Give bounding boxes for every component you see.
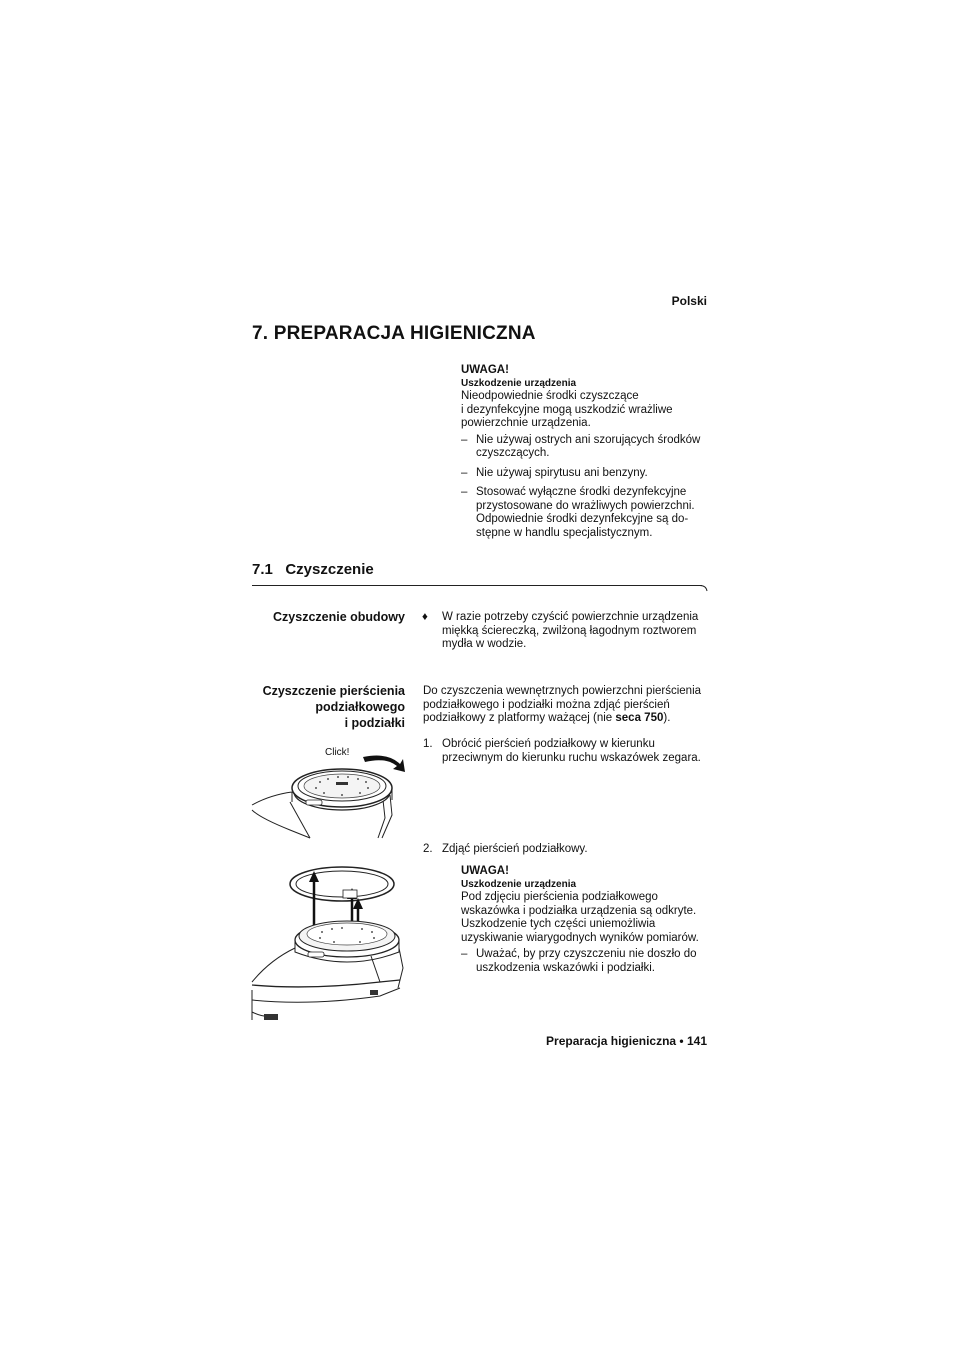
remove-ring-illustration (250, 860, 415, 1025)
rotate-arrow-icon (363, 756, 405, 772)
warning-subtitle: Uszkodzenie urządzenia (461, 879, 577, 890)
warning-text-line: i dezynfekcyjne mogą uszkodzić wrażliwe (461, 403, 673, 416)
language-label: Polski (671, 294, 707, 308)
step-number: 1. (423, 738, 433, 750)
ring-intro-line: podziałkowy z platformy ważącej (nie seca 750). (423, 712, 671, 724)
ring-intro (423, 685, 713, 726)
steps-list-2 (423, 843, 713, 857)
ring-heading (240, 683, 405, 731)
ring-heading-line: Czyszczenie pierścienia (262, 684, 405, 698)
warning-text-line: Pod zdjęciu pierścienia podziałkowego (461, 891, 658, 903)
step-item: 1. Obrócić pierścień podziałkowy w kierunku przeciwnym do kierunku ruchu wskazówek zegara. (423, 738, 701, 764)
warning-box-1 (461, 363, 711, 546)
model-name: seca 750 (615, 712, 664, 724)
warning-subtitle: Uszkodzenie urządzenia (461, 378, 577, 389)
list-item: – Nie używaj ostrych ani szorujących środków czyszczących. (461, 434, 711, 461)
list-item: – Uważać, by przy czyszczeniu nie doszło do uszkodzenia wskazówki i podziałki. (461, 948, 711, 975)
housing-text: W razie potrzeby czyścić powierzchnie urządzenia miękką ściereczką, zwilżoną łagodnym roztworem mydła w wodzie. (442, 611, 699, 650)
divider-corner (700, 585, 710, 595)
list-item: – Nie używaj spirytusu ani benzyny. (461, 467, 711, 481)
warning-title: UWAGA! (461, 865, 509, 877)
ring-heading-line: i podziałki (344, 716, 405, 730)
ring-heading-line: podziałkowego (315, 700, 405, 714)
warning-text-line: Nieodpowiednie środki czyszczące (461, 390, 639, 402)
chapter-title: 7. PREPARACJA HIGIENICZNA (252, 323, 536, 344)
housing-heading: Czyszczenie obudowy (273, 610, 405, 624)
warning-text-line: Uszkodzenie tych części uniemożliwia (461, 918, 656, 930)
section-title: 7.1 Czyszczenie (252, 561, 374, 578)
page-footer: Preparacja higieniczna • 141 (546, 1034, 707, 1048)
ring-intro-line: Do czyszczenia wewnętrznych powierzchni pierścienia (423, 685, 702, 697)
ring-intro-line: podziałkowego i podziałki można zdjąć pierścień (423, 698, 670, 711)
warning-box-2 (461, 864, 711, 981)
rotate-ring-illustration (250, 740, 415, 840)
steps-list-1 (423, 738, 713, 765)
warning-title: UWAGA! (461, 364, 509, 376)
step-number: 2. (423, 843, 433, 855)
warning-list (461, 434, 711, 541)
step-item: 2. Zdjąć pierścień podziałkowy. (423, 843, 588, 855)
warning-text-line: uzyskiwanie wiarygodnych wyników pomiarów. (461, 931, 699, 944)
bullet-diamond-icon: ♦ (422, 611, 428, 623)
warning-text-line: powierzchnie urządzenia. (461, 417, 591, 429)
list-item: – Stosować wyłączne środki dezynfekcyjne przystosowane do wrażliwych powierzchni. Odpowiednie środki dezynfekcyjne są do-stępne w handlu specjalistycznym. (461, 486, 711, 540)
section-divider (252, 585, 702, 586)
click-label: Click! (325, 747, 350, 758)
warning-text-line: wskazówka i podziałka urządzenia są odkryte. (461, 904, 697, 917)
warning-list (461, 948, 711, 975)
